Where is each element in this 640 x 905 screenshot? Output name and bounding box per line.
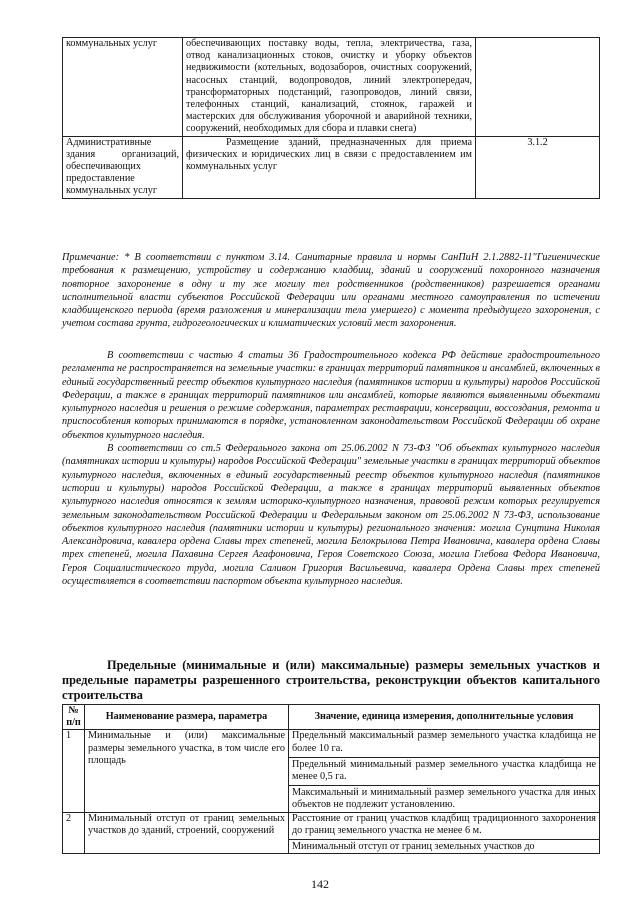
row-number: 1	[63, 730, 85, 812]
table-row	[63, 812, 600, 854]
use-type-cell: коммунальных услуг	[63, 38, 183, 137]
parameter-value	[289, 812, 600, 854]
column-header-value: Значение, единица измерения, дополнительные условия	[289, 705, 600, 730]
grk-note	[62, 349, 600, 588]
parameter-value	[289, 730, 600, 812]
description-cell: Размещение зданий, предназначенных для приема физических и юридических лиц в связи с предоставлением им коммунальных услуг	[183, 136, 476, 198]
table-header-row	[63, 705, 600, 730]
section-title: Предельные (минимальные и (или) максимальные) размеры земельных участков и предельные параметры разрешенного строительства, реконструкции объектов капитального строительства	[62, 658, 600, 702]
table-row	[63, 38, 600, 137]
parameter-name: Минимальные и (или) максимальные размеры земельного участка, в том числе его площадь	[85, 730, 289, 812]
row-number: 2	[63, 812, 85, 854]
land-use-table	[62, 37, 600, 199]
value-line: Расстояние от границ участков кладбищ традиционного захоронения до границ земельного участка не менее 6 м.	[292, 812, 596, 836]
table-row	[63, 136, 600, 198]
value-line: Минимальный отступ от границ земельных участков до	[289, 839, 599, 853]
use-type-cell: Административные здания организаций, обеспечивающих предоставление коммунальных услуг	[63, 136, 183, 198]
note-paragraph: В соответствии с частью 4 статьи 36 Градостроительного кодекса РФ действие градостроительного регламента не распространяется на земельные участки: в границах территорий памятников и ансамблей, включенных в единый государственный реестр объектов культурного наследия (памятников истории и культуры) народов Российской Федерации, а также в границах территорий памятников или ансамблей, которые являются выявленными объектами культурного наследия и решения о режиме содержания, параметрах реставрации, консервации, воссоздания, ремонта и приспособления которых принимаются в порядке, установленном законодательством Российской Федерации об охране объектов культурного наследия.	[62, 350, 600, 441]
value-line: Предельный максимальный размер земельного участка кладбища не более 10 га.	[292, 730, 596, 754]
value-line: Предельный минимальный размер земельного участка кладбища не менее 0,5 га.	[289, 757, 599, 783]
sanpin-note	[62, 251, 600, 331]
page-number: 142	[311, 877, 329, 891]
parameter-name: Минимальный отступ от границ земельных участков до зданий, строений, сооружений	[85, 812, 289, 854]
value-line: Максимальный и минимальный размер земельного участка для иных объектов не подлежит установлению.	[289, 785, 599, 811]
note-paragraph: В соответствии со ст.5 Федерального закона от 25.06.2002 N 73-ФЗ "Об объектах культурного наследия (памятниках истории и культуры) народов Российской Федерации" земельные участки в границах территорий объектов культурного наследия, включенных в единый государственный реестр объектов культурного наследия (памятников истории и культуры) народов Российской Федерации, а также в границах территорий выявленных объектов культурного наследия относятся к землям историко-культурного назначения, правовой режим которых регулируется земельным законодательством Российской Федерации и Федеральным законом от 25.06.2002 N 73-ФЗ, использование объектов культурного наследия (памятники истории и культуры) регионального значения: могила Сунцтина Николая Александровича, кавалера ордена Славы трех степеней, могила Белокрылова Петра Ивановича, кавалера ордена Славы трех степеней, могила Пахавина Сергея Агафоновича, Героя Советского Союза, могила Глебова Федора Ивановича, Героя Социалистического труда, могила Саливон Григория Васильевича, кавалера Ордена Славы трех степеней осуществляется в соответствии паспортом объекта культурного наследия.	[62, 443, 600, 588]
column-header-number: № п/п	[63, 705, 85, 730]
description-cell: обеспечивающих поставку воды, тепла, электричества, газа, отвод канализационных стоков, очистку и уборку объектов недвижимости (котельных, водозаборов, очистных сооружений, насосных станций, водопроводов, линий электропередач, трансформаторных подстанций, газопроводов, линий связи, телефонных станций, канализаций, стоянок, гаражей и мастерских для обслуживания уборочной и аварийной техники, сооружений, необходимых для сбора и плавки снега)	[183, 38, 476, 137]
note-paragraph: Примечание: * В соответствии с пунктом 3.14. Санитарные правила и нормы СанПиН 2.1.2882-11"Гигиенические требования к размещению, устройству и содержанию кладбищ, зданий и сооружений похоронного назначения повторное захоронение в одну и ту же могилу тел родственников (родственников) разрешается органами исполнительной власти субъектов Российской Федерации или органами местного самоуправления по истечении кладбищенского периода (время разложения и минерализации тела умершего) с момента предыдущего захоронения, с учетом состава грунта, гидрогеологических и климатических условий мест захоронения.	[62, 252, 600, 330]
column-header-name: Наименование размера, параметра	[85, 705, 289, 730]
limits-table	[62, 704, 600, 854]
code-cell: 3.1.2	[476, 136, 600, 198]
table-row	[63, 730, 600, 812]
code-cell	[476, 38, 600, 137]
